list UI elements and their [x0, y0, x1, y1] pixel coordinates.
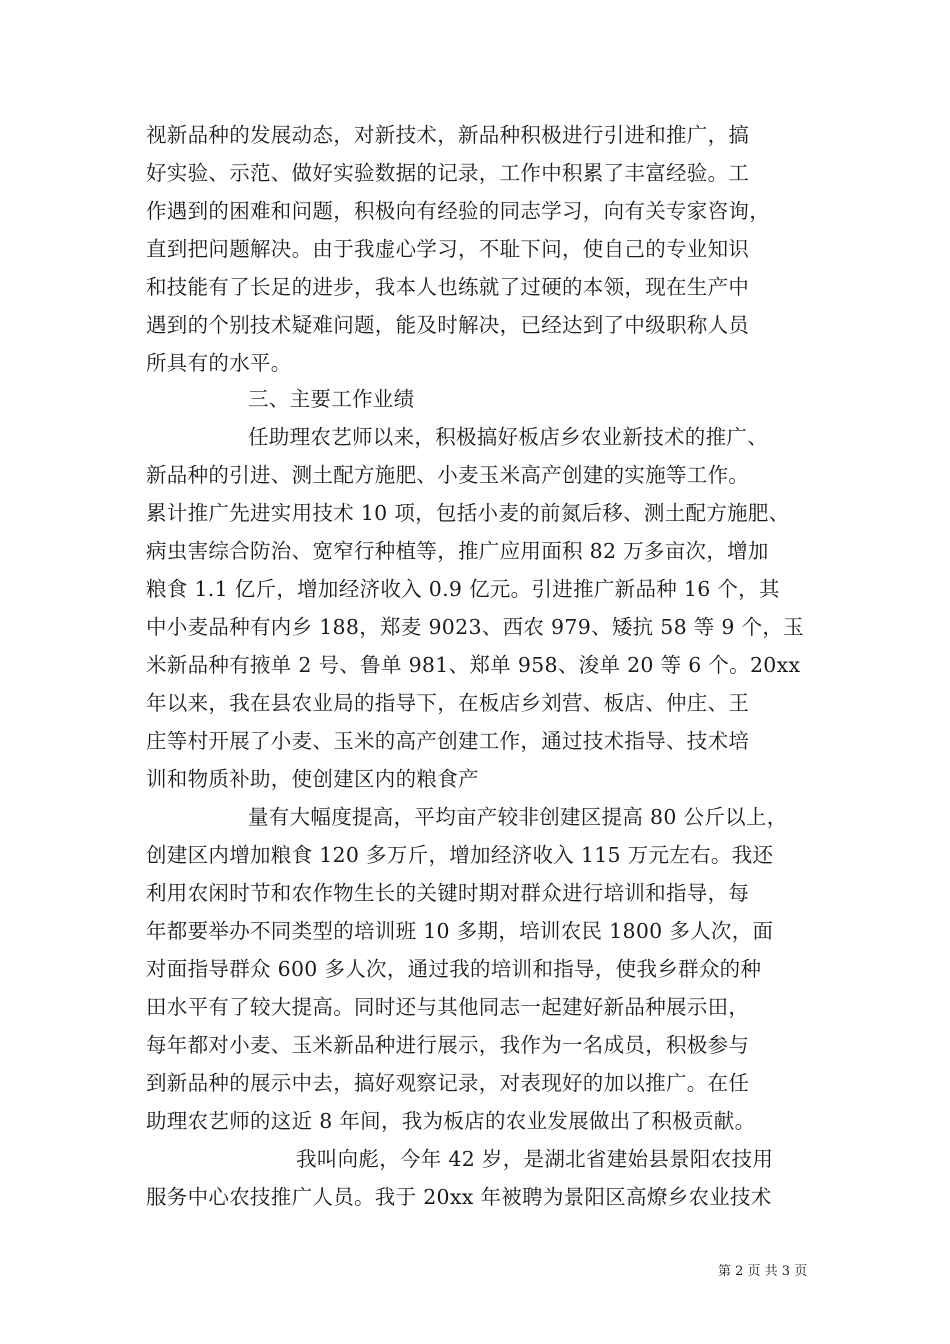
text-line: 作遇到的困难和问题，积极向有经验的同志学习，向有关专家咨询， — [146, 199, 770, 223]
text-line: 对面指导群众 600 多人次，通过我的培训和指导，使我乡群众的种 — [146, 957, 762, 981]
text-line: 年都要举办不同类型的培训班 10 多期，培训农民 1800 多人次，面 — [146, 919, 774, 943]
text-line: 利用农闲时节和农作物生长的关键时期对群众进行培训和指导，每 — [146, 881, 750, 905]
text-line: 粮食 1.1 亿斤，增加经济收入 0.9 亿元。引进推广新品种 16 个，其 — [146, 577, 780, 601]
text-line: 所具有的水平。 — [146, 351, 292, 375]
text-line: 病虫害综合防治、宽窄行种植等，推广应用面积 82 万多亩次，增加 — [146, 539, 769, 563]
text-line: 我叫向彪，今年 42 岁，是湖北省建始县景阳农技用 — [296, 1147, 774, 1171]
text-line: 庄等村开展了小麦、玉米的高产创建工作，通过技术指导、技术培 — [146, 729, 750, 753]
text-line: 好实验、示范、做好实验数据的记录，工作中积累了丰富经验。工 — [146, 161, 750, 185]
text-line: 助理农艺师的这近 8 年间，我为板店的农业发展做出了积极贡献。 — [146, 1109, 756, 1133]
text-line: 年以来，我在县农业局的指导下，在板店乡刘营、板店、仲庄、王 — [146, 691, 750, 715]
text-line: 遇到的个别技术疑难问题，能及时解决，已经达到了中级职称人员 — [146, 313, 750, 337]
text-line: 视新品种的发展动态，对新技术，新品种积极进行引进和推广，搞 — [146, 123, 750, 147]
text-line: 田水平有了较大提高。同时还与其他同志一起建好新品种展示田， — [146, 995, 750, 1019]
text-line: 服务中心农技推广人员。我于 20xx 年被聘为景阳区高燎乡农业技术 — [146, 1185, 772, 1209]
text-line: 到新品种的展示中去，搞好观察记录，对表现好的加以推广。在任 — [146, 1071, 750, 1095]
text-line: 和技能有了长足的进步，我本人也练就了过硬的本领，现在生产中 — [146, 275, 750, 299]
text-line: 量有大幅度提高，平均亩产较非创建区提高 80 公斤以上， — [248, 805, 788, 829]
text-line: 中小麦品种有内乡 188，郑麦 9023、西农 979、矮抗 58 等 9 个，玉 — [146, 615, 804, 639]
text-line: 米新品种有掖单 2 号、鲁单 981、郑单 958、浚单 20 等 6 个。20xx — [146, 653, 801, 677]
text-line: 累计推广先进实用技术 10 项，包括小麦的前氮后移、测土配方施肥、 — [146, 501, 790, 525]
text-line: 新品种的引进、测土配方施肥、小麦玉米高产创建的实施等工作。 — [146, 463, 750, 487]
text-line: 直到把问题解决。由于我虚心学习，不耻下问，使自己的专业知识 — [146, 237, 750, 261]
text-line: 创建区内增加粮食 120 多万斤，增加经济收入 115 万元左右。我还 — [146, 843, 774, 867]
text-line: 每年都对小麦、玉米新品种进行展示，我作为一名成员，积极参与 — [146, 1033, 750, 1057]
text-line: 训和物质补助，使创建区内的粮食产 — [146, 767, 479, 791]
page-number: 第 2 页 共 3 页 — [718, 1264, 808, 1279]
section-heading: 三、主要工作业绩 — [248, 387, 415, 411]
text-line: 任助理农艺师以来，积极搞好板店乡农业新技术的推广、 — [248, 425, 768, 449]
